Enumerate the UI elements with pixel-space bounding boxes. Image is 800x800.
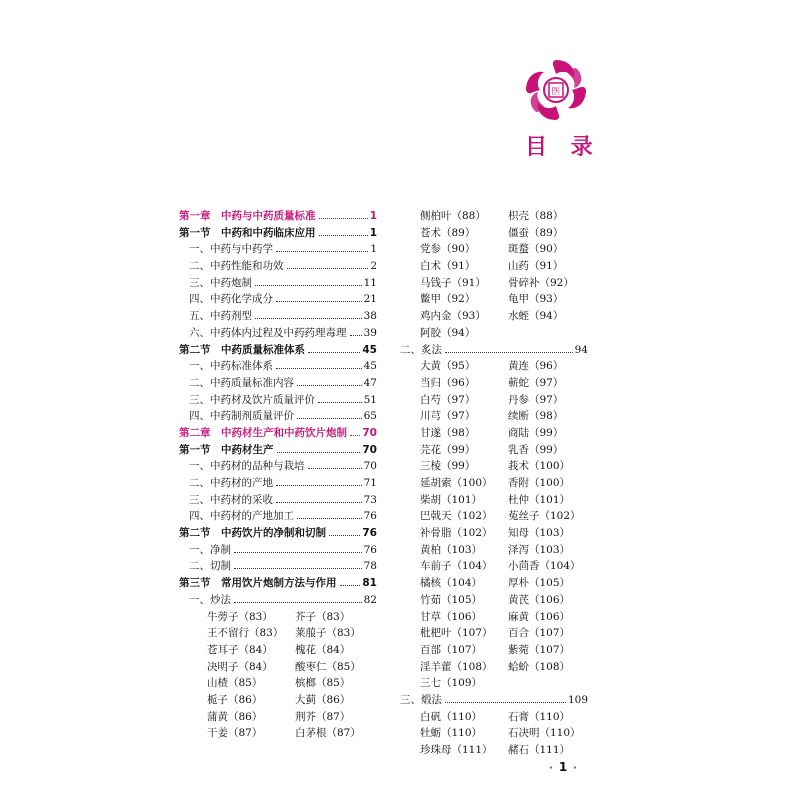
herb-pair-row: [400, 258, 588, 275]
toc-page: 76: [362, 527, 377, 540]
toc-label: 二、中药性能和功效: [189, 260, 284, 273]
dot-leader: [308, 352, 360, 353]
herb-entry[interactable]: 大黄（95）: [420, 360, 476, 373]
herb-entry[interactable]: 苍术（89）: [420, 226, 476, 239]
toc-page: 78: [363, 560, 377, 573]
toc-label: 第一节 中药和中药临床应用: [179, 226, 316, 239]
toc-item[interactable]: [179, 275, 377, 292]
herb-entry[interactable]: 当归（96）: [420, 376, 476, 389]
dot-leader: [318, 402, 362, 403]
herb-entry[interactable]: 柴胡（101）: [420, 493, 483, 506]
herb-entry[interactable]: 干姜（87）: [207, 727, 263, 740]
herb-pair-row: [400, 225, 588, 242]
toc-page: 39: [363, 326, 377, 339]
toc-page: 70: [362, 443, 377, 456]
herb-entry[interactable]: 赭石（111）: [508, 744, 571, 756]
herb-entry[interactable]: 石决明（110）: [508, 727, 581, 740]
herb-entry[interactable]: 三棱（99）: [420, 460, 476, 473]
dot-leader: [445, 352, 573, 353]
toc-label: 第二节 中药质量标准体系: [179, 343, 305, 356]
toc-label: 一、中药材的品种与栽培: [189, 460, 305, 473]
herb-entry[interactable]: 骨碎补（92）: [508, 276, 574, 289]
herb-entry[interactable]: 杜仲（101）: [508, 493, 571, 506]
herb-entry[interactable]: 三七（109）: [420, 677, 483, 690]
herb-pair-row: [400, 642, 588, 659]
herb-entry[interactable]: 枇杷叶（107）: [420, 627, 493, 640]
toc-label: 一、中药与中药学: [189, 243, 273, 256]
herb-entry[interactable]: 甘草（106）: [420, 610, 483, 623]
herb-pair-row: [400, 392, 588, 409]
herb-entry[interactable]: 车前子（104）: [420, 560, 493, 573]
dot-leader: [445, 702, 566, 703]
toc-page: 70: [363, 460, 377, 473]
toc-item[interactable]: [179, 308, 377, 325]
toc-item[interactable]: [179, 558, 377, 575]
page-number-value: 1: [558, 760, 568, 774]
herb-entry[interactable]: 巴戟天（102）: [420, 510, 493, 523]
herb-entry[interactable]: 水蛭（94）: [508, 310, 564, 323]
toc-chapter-1[interactable]: [179, 208, 377, 225]
toc-page: 1: [369, 226, 377, 239]
herb-entry[interactable]: 槐花（84）: [295, 643, 351, 656]
toc-page: 1: [369, 210, 377, 222]
herb-entry[interactable]: 马钱子（91）: [420, 276, 486, 289]
toc-page: 47: [363, 376, 377, 389]
toc-item[interactable]: [179, 241, 377, 258]
herb-pair-row: [400, 625, 588, 642]
herb-entry[interactable]: 莱菔子（83）: [295, 627, 361, 640]
herb-pair-row: [400, 241, 588, 258]
herb-entry[interactable]: 党参（90）: [420, 243, 476, 256]
toc-page: 76: [363, 543, 377, 556]
herb-entry[interactable]: 牛蒡子（83）: [207, 610, 273, 623]
herb-pair-row: [179, 609, 377, 626]
toc-page: 71: [363, 477, 377, 489]
herb-entry[interactable]: 决明子（84）: [207, 660, 273, 673]
page-title: 目 录: [525, 135, 601, 160]
herb-entry[interactable]: 紫菀（107）: [508, 643, 571, 656]
herb-pair-row: [400, 408, 588, 425]
toc-label: 四、中药制剂质量评价: [189, 410, 294, 423]
toc-label: 一、净制: [189, 543, 231, 556]
toc-page: 73: [363, 493, 377, 506]
toc-page: 94: [574, 343, 588, 356]
toc-item[interactable]: [179, 358, 377, 375]
herb-entry[interactable]: 白矾（110）: [420, 710, 483, 723]
toc-item[interactable]: [179, 258, 377, 275]
herb-pair-row: [400, 525, 588, 542]
dot-leader: [319, 218, 368, 219]
toc-page: 76: [363, 510, 377, 523]
dot-leader: [277, 452, 361, 453]
dot-leader: [287, 268, 369, 269]
herb-entry[interactable]: 鸡内金（93）: [420, 310, 486, 323]
herb-entry[interactable]: 槟榔（85）: [295, 677, 351, 690]
herb-entry[interactable]: 僵蚕（89）: [508, 226, 564, 239]
herb-entry[interactable]: 蒲黄（86）: [207, 710, 263, 723]
herb-entry[interactable]: 鳖甲（92）: [420, 293, 476, 306]
toc-page: 109: [567, 693, 588, 706]
toc-label: 一、中药标准体系: [189, 360, 273, 373]
dot-leader: [276, 485, 362, 486]
toc-page: 11: [363, 276, 377, 289]
herb-entry[interactable]: 大蓟（86）: [295, 693, 351, 706]
dot-leader: [297, 385, 362, 386]
toc-label: 第一章 中药与中药质量标准: [179, 210, 316, 222]
herb-entry[interactable]: 山药（91）: [508, 260, 564, 273]
herb-entry[interactable]: 续断（98）: [508, 410, 564, 423]
herb-entry: [508, 675, 588, 692]
herb-entry[interactable]: 淫羊藿（108）: [420, 660, 493, 673]
herb-entry[interactable]: 百合（107）: [508, 627, 571, 640]
herb-entry[interactable]: 黄柏（103）: [420, 543, 483, 556]
herb-pair-row: [400, 442, 588, 459]
herb-pair-row: [400, 291, 588, 308]
herb-pair-row: [179, 659, 377, 676]
herb-entry[interactable]: 知母（103）: [508, 527, 571, 540]
herb-pair-row: [400, 609, 588, 626]
herb-entry[interactable]: 斑蝥（90）: [508, 243, 564, 256]
herb-pair-row: [400, 358, 588, 375]
toc-item[interactable]: [400, 342, 588, 359]
toc-item[interactable]: [179, 392, 377, 409]
herb-entry[interactable]: 芫花（99）: [420, 443, 476, 456]
herb-pair-row: [400, 709, 588, 726]
toc-section[interactable]: [179, 575, 377, 592]
toc-item[interactable]: [179, 375, 377, 392]
toc-page: 45: [363, 360, 377, 373]
herb-entry[interactable]: 小茴香（104）: [508, 560, 581, 573]
flower-emblem-icon: [524, 58, 588, 122]
herb-entry: [508, 325, 588, 342]
herb-entry[interactable]: 白芍（97）: [420, 393, 476, 406]
toc-item[interactable]: [179, 492, 377, 509]
herb-entry[interactable]: 枳壳（88）: [508, 210, 564, 222]
toc-label: 第二节 中药饮片的净制和切制: [179, 527, 326, 540]
toc-item[interactable]: [179, 408, 377, 425]
toc-page: 65: [363, 410, 377, 423]
toc-page: 2: [370, 260, 377, 273]
toc-label: 二、切制: [189, 560, 231, 573]
toc-item[interactable]: [179, 475, 377, 492]
dot-leader: [276, 301, 362, 302]
toc-item[interactable]: [179, 592, 377, 609]
herb-entry[interactable]: 白茅根（87）: [295, 727, 361, 740]
toc-label: 四、中药材的产地加工: [189, 510, 294, 523]
herb-pair-row: [400, 425, 588, 442]
herb-pair-row: [400, 458, 588, 475]
toc-label: 第二章 中药材生产和中药饮片炮制: [179, 426, 347, 439]
toc-label: 二、炙法: [400, 343, 442, 356]
herb-entry[interactable]: 商陆（99）: [508, 426, 564, 439]
herb-entry[interactable]: 百部（107）: [420, 643, 483, 656]
herb-pair-row: [179, 709, 377, 726]
toc-label: 第一节 中药材生产: [179, 443, 274, 456]
toc-item[interactable]: [179, 458, 377, 475]
toc-label: 三、中药材的采收: [189, 493, 273, 506]
herb-pair-row: [400, 592, 588, 609]
dot-leader: [350, 335, 362, 336]
herb-pair-row: [179, 725, 377, 742]
herb-entry[interactable]: 香附（100）: [508, 477, 571, 489]
herb-entry[interactable]: 厚朴（105）: [508, 577, 571, 590]
herb-entry[interactable]: 酸枣仁（85）: [295, 660, 361, 673]
herb-entry[interactable]: 石膏（110）: [508, 710, 571, 723]
herb-entry[interactable]: 橘核（104）: [420, 577, 483, 590]
dot-leader: [297, 418, 362, 419]
herb-entry[interactable]: 麻黄（106）: [508, 610, 571, 623]
toc-page: 82: [363, 593, 377, 606]
toc-label: 二、中药材的产地: [189, 477, 273, 489]
toc-label: 三、中药炮制: [189, 276, 252, 289]
herb-entry[interactable]: 莪术（100）: [508, 460, 571, 473]
herb-pair-row: [400, 659, 588, 676]
herb-pair-row: [179, 692, 377, 709]
herb-pair-row: [400, 675, 588, 692]
toc-section[interactable]: [179, 525, 377, 542]
herb-pair-row: [179, 625, 377, 642]
herb-pair-row: [400, 575, 588, 592]
toc-label: 四、中药化学成分: [189, 293, 273, 306]
herb-entry[interactable]: 荆芥（87）: [295, 710, 351, 723]
page-dot-right: ·: [573, 763, 577, 774]
herb-entry[interactable]: 乳香（99）: [508, 443, 564, 456]
herb-pair-row: [400, 325, 588, 342]
toc-label: 三、中药材及饮片质量评价: [189, 393, 315, 406]
herb-entry[interactable]: 补骨脂（102）: [420, 527, 493, 540]
herb-pair-row: [400, 742, 588, 759]
toc-label: 六、中药体内过程及中药药理毒理: [189, 326, 347, 339]
dot-leader: [329, 535, 360, 536]
page-number: [543, 760, 583, 774]
dot-leader: [276, 502, 362, 503]
herb-entry[interactable]: 丹参（97）: [508, 393, 564, 406]
herb-entry[interactable]: 白术（91）: [420, 260, 476, 273]
herb-entry[interactable]: 蛤蚧（108）: [508, 660, 571, 673]
toc-label: 二、中药质量标准内容: [189, 376, 294, 389]
toc-label: 第三节 常用饮片炮制方法与作用: [179, 577, 337, 590]
herb-pair-row: [400, 558, 588, 575]
herb-entry[interactable]: 川芎（97）: [420, 410, 476, 423]
herb-entry[interactable]: 延胡索（100）: [420, 477, 493, 489]
herb-pair-row: [400, 492, 588, 509]
herb-pair-row: [400, 275, 588, 292]
toc-page: 70: [362, 426, 377, 439]
herb-entry[interactable]: 蕲蛇（97）: [508, 376, 564, 389]
dot-leader: [255, 285, 362, 286]
toc-item[interactable]: [179, 325, 377, 342]
herb-entry[interactable]: 甘遂（98）: [420, 426, 476, 439]
dot-leader: [340, 585, 361, 586]
herb-pair-row: [400, 375, 588, 392]
herb-pair-row: [179, 642, 377, 659]
herb-entry[interactable]: 王不留行（83）: [207, 627, 284, 640]
toc-item[interactable]: [179, 508, 377, 525]
dot-leader: [234, 552, 362, 553]
herb-entry[interactable]: 苍耳子（84）: [207, 643, 273, 656]
toc-section[interactable]: [179, 225, 377, 242]
herb-pair-row: [179, 675, 377, 692]
toc-item[interactable]: [179, 542, 377, 559]
toc-column-left: [179, 208, 377, 742]
toc-column-right: [400, 208, 588, 759]
toc-page: 45: [362, 343, 377, 356]
dot-leader: [234, 602, 362, 603]
dot-leader: [276, 368, 362, 369]
herb-pair-row: [400, 542, 588, 559]
herb-entry[interactable]: 侧柏叶（88）: [420, 210, 486, 222]
toc-page: 1: [370, 243, 377, 256]
toc-page: 38: [363, 310, 377, 323]
herb-entry[interactable]: 山楂（85）: [207, 677, 263, 690]
toc-section[interactable]: [179, 342, 377, 359]
dot-leader: [255, 318, 362, 319]
herb-pair-row: [400, 475, 588, 492]
toc-label: 五、中药剂型: [189, 310, 252, 323]
herb-entry[interactable]: 竹茹（105）: [420, 593, 483, 606]
herb-entry[interactable]: 栀子（86）: [207, 693, 263, 706]
toc-label: 三、煅法: [400, 693, 442, 706]
herb-entry[interactable]: 黄连（96）: [508, 360, 564, 373]
toc-item[interactable]: [400, 692, 588, 709]
herb-entry[interactable]: 泽泻（103）: [508, 543, 571, 556]
herb-pair-row: [400, 308, 588, 325]
herb-entry[interactable]: 芥子（83）: [295, 610, 351, 623]
toc-page: 51: [363, 393, 377, 406]
toc-page: 21: [363, 293, 377, 306]
toc-page: 81: [362, 577, 377, 590]
herb-pair-row: [400, 208, 588, 225]
dot-leader: [234, 568, 362, 569]
toc-chapter-2[interactable]: [179, 425, 377, 442]
dot-leader: [276, 251, 368, 252]
herb-entry[interactable]: 菟丝子（102）: [508, 510, 581, 523]
herb-entry[interactable]: 牡蛎（110）: [420, 727, 483, 740]
toc-item[interactable]: [179, 291, 377, 308]
herb-entry[interactable]: 黄芪（106）: [508, 593, 571, 606]
herb-entry[interactable]: 珍珠母（111）: [420, 744, 493, 756]
dot-leader: [308, 468, 362, 469]
herb-entry[interactable]: 龟甲（93）: [508, 293, 564, 306]
toc-label: 一、炒法: [189, 593, 231, 606]
herb-entry[interactable]: 阿胶（94）: [420, 326, 476, 339]
dot-leader: [350, 435, 360, 436]
page-dot-left: ·: [549, 763, 553, 774]
dot-leader: [319, 235, 368, 236]
logo-glyph: 医: [551, 87, 561, 97]
dot-leader: [297, 518, 362, 519]
toc-section[interactable]: [179, 442, 377, 459]
herb-pair-row: [400, 508, 588, 525]
herb-pair-row: [400, 725, 588, 742]
